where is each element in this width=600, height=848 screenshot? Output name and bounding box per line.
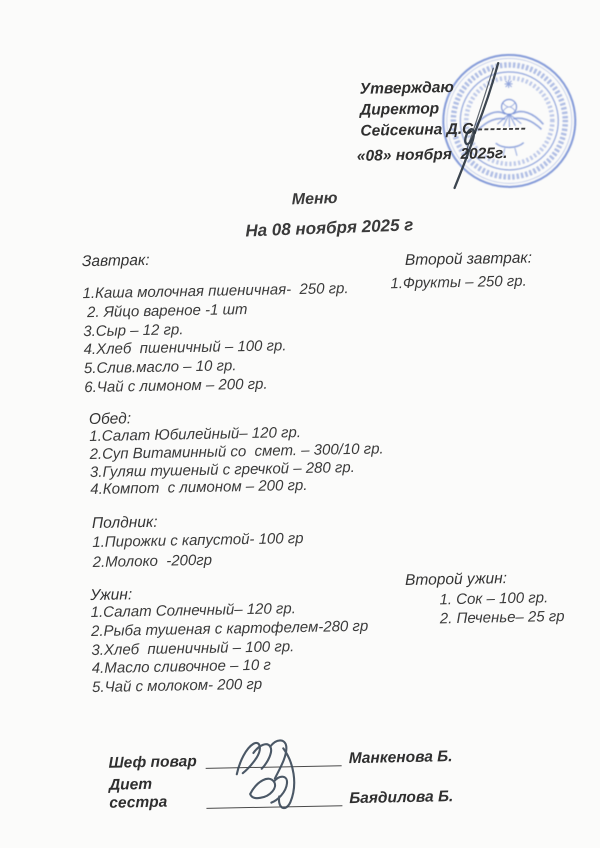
section-heading-dinner: Ужин: — [90, 586, 133, 605]
menu-item: 2.Суп Витаминный со смет. – 300/10 гр. — [89, 440, 384, 463]
menu-item: 1.Пирожки с капустой- 100 гр — [92, 529, 304, 552]
menu-item: 3.Сыр – 12 гр. — [83, 320, 184, 340]
signature-dash-line: -------- — [477, 119, 528, 138]
document-date-subtitle: На 08 ноября 2025 г — [245, 215, 414, 241]
menu-item: 1. Сок – 100 гр. — [439, 589, 549, 609]
signature-row-diet-nurse — [109, 770, 454, 813]
menu-item: 4.Компот с лимоном – 200 гр. — [90, 477, 308, 499]
section-items-lunch — [89, 422, 384, 499]
signature-line — [206, 790, 342, 809]
menu-item: 5.Чай с молоком- 200 гр — [91, 675, 263, 697]
section-heading-snack: Полдник: — [91, 513, 158, 533]
signature-row-chef — [108, 748, 452, 773]
section-heading-breakfast: Завтрак: — [81, 251, 150, 271]
menu-item: 3.Гуляш тушеный с гречкой – 280 гр. — [89, 458, 355, 481]
signer-name: Манкенова Б. — [348, 748, 453, 768]
section-heading-lunch: Обед: — [88, 410, 132, 429]
director-name-line — [360, 118, 527, 142]
approval-word: Утверждаю — [359, 78, 454, 98]
section-items-dinner — [90, 599, 369, 698]
director-name: Сейсекина Д.С. — [360, 120, 478, 140]
menu-item: 1.Фрукты – 250 гр. — [390, 272, 527, 293]
section-heading-second-dinner: Второй ужин: — [404, 570, 508, 590]
director-title: Директор — [359, 100, 440, 119]
section-items-second-breakfast — [390, 272, 527, 294]
menu-item: 2. Печенье– 25 гр — [439, 607, 565, 628]
menu-item: 2. Яйцо вареное -1 шт — [82, 300, 248, 321]
signer-role: Диет сестра — [108, 775, 168, 812]
signature-line — [205, 750, 342, 769]
signer-name: Баядилова Б. — [349, 788, 454, 808]
document-title: Меню — [291, 190, 338, 209]
menu-item: 1.Салат Юбилейный– 120 гр. — [89, 423, 302, 446]
approval-block — [359, 76, 527, 142]
section-heading-second-breakfast: Второй завтрак: — [404, 249, 533, 269]
approval-date: «08» ноября 2025г. — [356, 144, 508, 165]
section-items-second-dinner — [405, 588, 564, 629]
menu-item: 6.Чай с лимоном – 200 гр. — [84, 375, 268, 397]
menu-item: 5.Слив.масло – 10 гр. — [83, 357, 237, 378]
section-items-breakfast — [82, 280, 350, 398]
menu-item: 3.Хлеб пшеничный – 100 гр. — [91, 637, 295, 659]
menu-item: 1.Каша молочная пшеничная- 250 гр. — [82, 280, 349, 303]
menu-item: 2.Рыба тушеная с картофелем-280 гр — [90, 617, 369, 640]
signer-role: Шеф повар — [108, 753, 197, 772]
menu-item: 4.Хлеб пшеничный – 100 гр. — [83, 337, 287, 359]
menu-item: 4.Масло сливочное – 10 г — [91, 656, 271, 678]
menu-item: 2.Молоко -200гр — [92, 551, 213, 571]
menu-item: 1.Салат Солнечный– 120 гр. — [90, 600, 297, 622]
section-items-snack — [92, 529, 304, 572]
